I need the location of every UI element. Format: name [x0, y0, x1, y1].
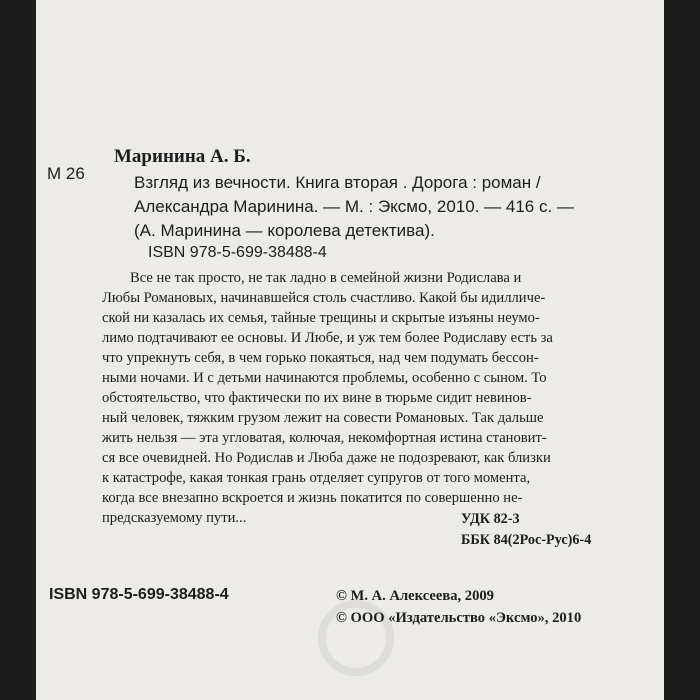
isbn-bottom: ISBN 978-5-699-38488-4: [49, 586, 229, 603]
annotation-line: Все не так просто, не так ладно в семейной жизни Родислава и: [130, 270, 522, 286]
annotation-line: Любы Романовых, начинавшейся столь счастливо. Какой бы идилличе-: [102, 290, 546, 306]
isbn-top: ISBN 978-5-699-38488-4: [148, 244, 327, 261]
annotation-line: ся все очевидней. Но Родислав и Люба даже не подозревают, как близки: [102, 450, 551, 466]
annotation-line: ными ночами. И с детьми начинаются проблемы, особенно с сыном. То: [102, 370, 547, 386]
description-line: Взгляд из вечности. Книга вторая . Дорога : роман /: [134, 173, 541, 192]
udk-code: УДК 82-3: [461, 511, 520, 527]
bibliographic-description: [134, 171, 574, 243]
library-code: М 26: [47, 164, 85, 183]
copyright-block: [336, 585, 581, 629]
annotation-line: обстоятельство, что фактически по их вине в тюрьме сидит невинов-: [102, 390, 532, 406]
annotation-line: к катастрофе, какая тонкая грань отделяет супругов от того момента,: [102, 470, 531, 486]
annotation-line: лимо подтачивают ее основы. И Любе, и уж тем более Родиславу есть за: [102, 330, 553, 346]
book-page: [36, 0, 664, 700]
bbk-code: ББК 84(2Рос-Рус)6-4: [461, 532, 592, 548]
description-line: Александра Маринина. — М. : Эксмо, 2010. — 416 с. —: [134, 197, 574, 216]
copyright-author: © М. А. Алексеева, 2009: [336, 588, 494, 604]
annotation-line: что упрекнуть себя, в чем горько покаяться, над чем подумать бессон-: [102, 350, 539, 366]
annotation-line: предсказуемому пути...: [102, 510, 247, 526]
author-heading: Маринина А. Б.: [114, 146, 251, 167]
annotation: [102, 268, 634, 528]
annotation-line: когда все внезапно вскроется и жизнь покатится по совершенно не-: [102, 490, 523, 506]
annotation-line: ный человек, тяжким грузом лежит на совести Романовых. Так дальше: [102, 410, 544, 426]
copyright-publisher: © ООО «Издательство «Эксмо», 2010: [336, 610, 582, 626]
annotation-line: ской ни казалась их семья, тайные трещины и скрытые изъяны неумо-: [102, 310, 540, 326]
annotation-line: жить нельзя — эта угловатая, колючая, некомфортная истина становит-: [102, 430, 547, 446]
description-line: (А. Маринина — королева детектива).: [134, 221, 435, 240]
classification-codes: [461, 509, 591, 551]
